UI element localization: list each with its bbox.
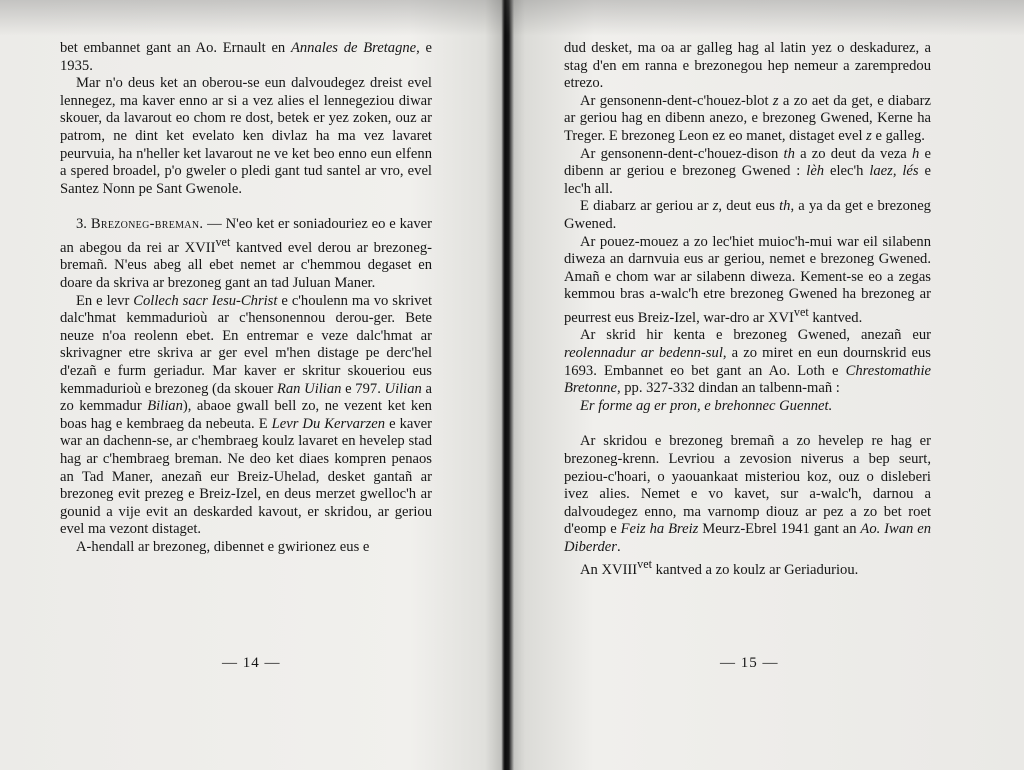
right-para-2: Ar gensonenn-dent-c'houez-blot z a zo aet da get, e diabarz ar geriou hag en dibenn anezo, e brezoneg Gwened, Kerne ha Treger. E brezoneg Leon ez eo manet, distaget evel z e galleg. bbox=[564, 92, 931, 144]
section-3-heading: Brezoneg-breman. bbox=[90, 216, 204, 233]
left-para-5: A-hendall ar brezoneg, dibennet e gwirionez eus e bbox=[76, 538, 370, 555]
right-para-5: Ar pouez-mouez a zo lec'hiet muioc'h-mui war eil silabenn diweza an darnvuia eus ar geriou, nemet e brezoneg Gwened. Amañ e chom war ar silabenn diweza. Kement-se eo a zegas kemmou bras a-walc'h etre brezoneg Gwened ha brezoneg ar peurrest eus Breiz-Izel, war-dro ar $XVI^{vet}$ kantved. bbox=[564, 233, 931, 326]
book-spine bbox=[485, 0, 525, 770]
page-number-right: — 15 — bbox=[720, 655, 779, 671]
section-3: 3. Brezoneg-breman. — N'eo ket er soniadouriez eo e kaver an abegou da rei ar $XVII^{vet}$ kantved evel derou ar brezoneg-bremañ. N'eus abeg all ebet nemet ar c'hemmou degaset en doare da skriva ar brezoneg gant an tad Juluan Maner. bbox=[60, 216, 432, 291]
right-page bbox=[564, 40, 931, 580]
page-number-left: — 14 — bbox=[222, 655, 281, 671]
right-quote: Er forme ag er pron, e brehonnec Guennet. bbox=[580, 397, 833, 414]
right-para-8: Ar skridou e brezoneg bremañ a zo hevelep re hag er brezoneg-krenn. Levriou a zevosion niverus a bep seurt, peziou-c'hoari, o yaouankaat misteriou koz, ouz o disleberi ivez alies. Nemet e vo kavet, sur a-walc'h, darnou a dalvoudegez enno, ma varnomp diouz ar pez a zo bet roet d'eomp e Feiz ha Breiz Meurz-Ebrel 1941 gant an Ao. Iwan en Diberder. bbox=[564, 433, 931, 555]
left-para-4: En e levr Collech sacr Iesu-Christ e c'houlenn ma vo skrivet dalc'hmat kemmadurioù ar c'hensonennou derou-ger. Bete neuze n'oa reolenn ebet. En entremar e veze dalc'hmat ar skrivagner etre skriva ar ger evel m'hen distage pe derc'hel d'ezañ e furm geriadur. Mar kaver er skritur skoueriou eus kemmadurioù e brezoneg (da skouer Ran Uilian e 797. Uilian a zo kemmadur Bilian), abaoe gwall bell zo, ne vezent ket ken boas hag e kembraeg da nebeuta. E Levr Du Kervarzen e kaver war an dachenn-se, ar c'hembraeg koulz lavaret en hevelep stad hag ar c'hembraeg breman. Ne deo ket diaes kompren penaos an Tad Maner, anezañ eur Breiz-Uhelad, desket gantañ ar brezoneg evit prezeg e Breiz-Izel, en deus merzet gwelloc'h ar gounid a vije evit an deskarded kavout, er skridou, ar geriou evel ma vezont distaget. bbox=[60, 292, 432, 538]
annales-title: Annales de Bretagne bbox=[290, 40, 417, 56]
right-para-9: An $XVIII^{vet}$ kantved a zo koulz ar Geriaduriou. bbox=[580, 557, 859, 579]
right-para-4: E diabarz ar geriou ar z, deut eus th, a ya da get e brezoneg Gwened. bbox=[564, 198, 931, 232]
right-para-6: Ar skrid hir kenta e brezoneg Gwened, anezañ eur reolennadur ar bedenn-sul, a zo miret en eun dournskrid eus 1693. Embannet eo bet gant an Ao. Loth e Chrestomathie Bretonne, pp. 327-332 dindan an talbenn-mañ : bbox=[564, 327, 931, 397]
right-para-3: Ar gensonenn-dent-c'houez-dison th a zo deut da veza h e dibenn ar geriou e brezoneg Gwened : lèh elec'h laez, lés e lec'h all. bbox=[564, 145, 931, 197]
left-para-1: bet embannet gant an Ao. Ernault en Annales de Bretagne, e 1935. bbox=[60, 40, 433, 74]
left-para-2: Mar n'o deus ket an oberou-se eun dalvoudegez dreist evel lennegez, ma kaver enno ar si a vez alies el lennegeziou diwar skouer, da lavarout eo chom re dost, betek er yez zoken, ouz ar patrom, ne dint ket evelato ken divlaz ha ma vez lavaret peurvuia, ha n'heller ket lavarout ne ve ket beo enno eun elfenn a spered broadel, p'o gweler o pledi gant tud santel ar vro, evel Santez Nonn pe Sant Gwenole. bbox=[60, 75, 432, 197]
right-para-1: dud desket, ma oa ar galleg hag al latin yez o deskadurez, a stag d'en em ranna e brezonegou hep nemeur a zarempredou etrezo. bbox=[564, 40, 931, 92]
left-page bbox=[60, 40, 432, 556]
